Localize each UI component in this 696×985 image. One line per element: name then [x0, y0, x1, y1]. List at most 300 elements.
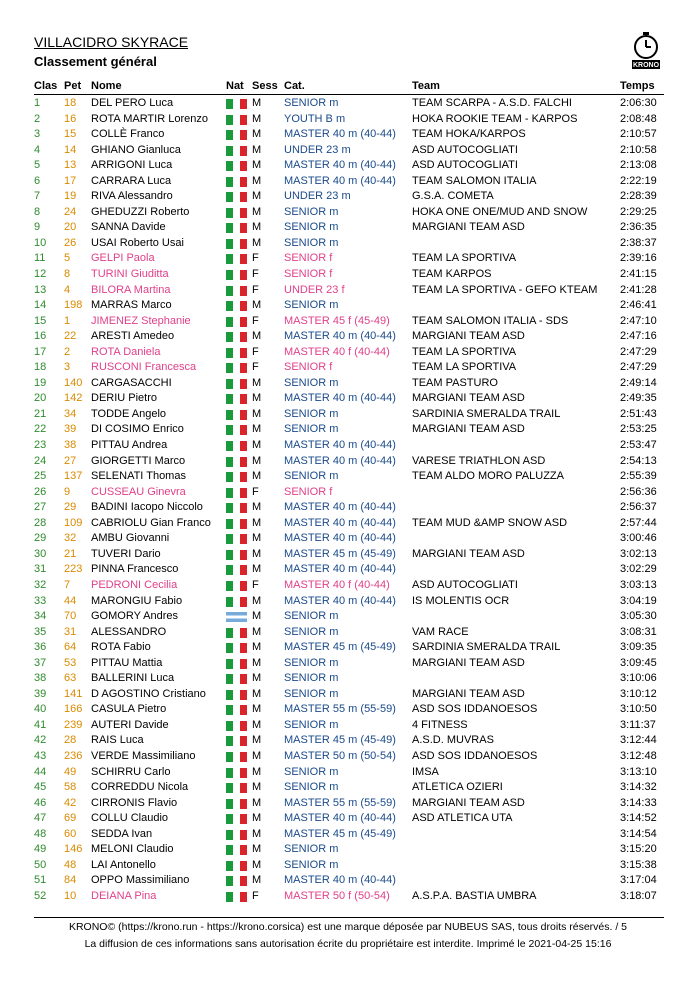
- name-cell: TODDE Angelo: [91, 407, 167, 420]
- bib-cell: 48: [64, 858, 77, 871]
- category-cell: SENIOR m: [284, 221, 339, 234]
- svg-text:KRONO: KRONO: [632, 62, 660, 69]
- category-cell: SENIOR m: [284, 610, 339, 623]
- name-cell: GHIANO Gianluca: [91, 143, 181, 156]
- rank-cell: 31: [34, 563, 47, 576]
- category-cell: MASTER 45 m (45-49): [284, 734, 396, 747]
- team-cell: G.S.A. COMETA: [412, 190, 494, 203]
- flag-italy-icon: [226, 752, 247, 762]
- sex-cell: M: [252, 299, 262, 312]
- bib-cell: 28: [64, 734, 77, 747]
- bib-cell: 63: [64, 672, 77, 685]
- name-cell: CABRIOLU Gian Franco: [91, 516, 211, 529]
- sex-cell: M: [252, 749, 262, 762]
- rank-cell: 26: [34, 485, 47, 498]
- rank-cell: 10: [34, 236, 47, 249]
- table-row: [34, 531, 664, 547]
- time-cell: 2:22:19: [620, 174, 657, 187]
- flag-italy-icon: [226, 565, 247, 575]
- bib-cell: 13: [64, 159, 77, 172]
- name-cell: CUSSEAU Ginevra: [91, 485, 186, 498]
- category-cell: MASTER 40 m (40-44): [284, 594, 396, 607]
- bib-cell: 7: [64, 578, 71, 591]
- sex-cell: M: [252, 812, 262, 825]
- bib-cell: 42: [64, 796, 77, 809]
- rank-cell: 42: [34, 734, 47, 747]
- sex-cell: M: [252, 392, 262, 405]
- team-cell: TEAM SALOMON ITALIA - SDS: [412, 314, 569, 327]
- bib-cell: 8: [64, 268, 71, 281]
- category-cell: UNDER 23 m: [284, 190, 351, 203]
- rank-cell: 23: [34, 439, 47, 452]
- rank-cell: 44: [34, 765, 47, 778]
- category-cell: MASTER 40 m (40-44): [284, 330, 396, 343]
- footer-copyright: KRONO© (https://krono.run - https://krono.corsica) est une marque déposée par NUBEUS SAS, tous droits réservés. / 5: [68, 921, 628, 933]
- name-cell: ALESSANDRO: [91, 625, 167, 638]
- team-cell: ASD AUTOCOGLIATI: [412, 159, 518, 172]
- team-cell: MARGIANI TEAM ASD: [412, 796, 525, 809]
- name-cell: BILORA Martina: [91, 283, 171, 296]
- time-cell: 3:14:52: [620, 812, 657, 825]
- flag-italy-icon: [226, 659, 247, 669]
- time-cell: 2:49:14: [620, 376, 657, 389]
- rank-cell: 16: [34, 330, 47, 343]
- table-row: [34, 780, 664, 796]
- table-row: [34, 547, 664, 563]
- bib-cell: 18: [64, 97, 77, 109]
- team-cell: 4 FITNESS: [412, 718, 468, 731]
- time-cell: 2:55:39: [620, 470, 657, 483]
- time-cell: 2:08:48: [620, 112, 657, 125]
- sex-cell: M: [252, 330, 262, 343]
- table-row: [34, 656, 664, 672]
- name-cell: DERIU Pietro: [91, 392, 158, 405]
- flag-italy-icon: [226, 721, 247, 731]
- bib-cell: 31: [64, 625, 77, 638]
- bib-cell: 69: [64, 812, 77, 825]
- sex-cell: M: [252, 827, 262, 840]
- team-cell: MARGIANI TEAM ASD: [412, 221, 525, 234]
- rank-cell: 24: [34, 454, 47, 467]
- sex-cell: M: [252, 874, 262, 887]
- name-cell: VERDE Massimiliano: [91, 749, 196, 762]
- table-row: [34, 345, 664, 361]
- category-cell: MASTER 55 m (55-59): [284, 796, 396, 809]
- table-row: [34, 469, 664, 485]
- table-row: [34, 236, 664, 252]
- table-row: [34, 842, 664, 858]
- rank-cell: 34: [34, 610, 47, 623]
- name-cell: CIRRONIS Flavio: [91, 796, 178, 809]
- flag-italy-icon: [226, 814, 247, 824]
- name-cell: BADINI Iacopo Niccolo: [91, 501, 203, 514]
- flag-italy-icon: [226, 674, 247, 684]
- time-cell: 2:54:13: [620, 454, 657, 467]
- sex-cell: M: [252, 439, 262, 452]
- time-cell: 3:18:07: [620, 889, 657, 902]
- bib-cell: 5: [64, 252, 71, 265]
- bib-cell: 146: [64, 843, 83, 856]
- rank-cell: 48: [34, 827, 47, 840]
- time-cell: 2:28:39: [620, 190, 657, 203]
- time-cell: 2:06:30: [620, 97, 657, 109]
- flag-italy-icon: [226, 223, 247, 233]
- bib-cell: 84: [64, 874, 77, 887]
- flag-italy-icon: [226, 861, 247, 871]
- rank-cell: 28: [34, 516, 47, 529]
- time-cell: 2:47:29: [620, 345, 657, 358]
- rank-cell: 8: [34, 205, 41, 218]
- bib-cell: 16: [64, 112, 77, 125]
- rank-cell: 13: [34, 283, 47, 296]
- bib-cell: 19: [64, 190, 77, 203]
- sex-cell: M: [252, 407, 262, 420]
- sex-cell: F: [252, 485, 259, 498]
- category-cell: SENIOR m: [284, 205, 339, 218]
- category-cell: MASTER 50 f (50-54): [284, 889, 390, 902]
- category-cell: SENIOR m: [284, 423, 339, 436]
- rank-cell: 43: [34, 749, 47, 762]
- team-cell: TEAM LA SPORTIVA - GEFO KTEAM: [412, 283, 598, 296]
- sex-cell: F: [252, 252, 259, 265]
- time-cell: 3:09:45: [620, 656, 657, 669]
- time-cell: 3:11:37: [620, 718, 656, 731]
- flag-italy-icon: [226, 286, 247, 296]
- rank-cell: 50: [34, 858, 47, 871]
- category-cell: SENIOR f: [284, 252, 333, 265]
- category-cell: SENIOR m: [284, 687, 339, 700]
- name-cell: SEDDA Ivan: [91, 827, 153, 840]
- rank-cell: 27: [34, 501, 47, 514]
- team-cell: TEAM LA SPORTIVA: [412, 252, 517, 265]
- name-cell: CARGASACCHI: [91, 376, 172, 389]
- table-row: [34, 438, 664, 454]
- bib-cell: 109: [64, 516, 83, 529]
- bib-cell: 49: [64, 765, 77, 778]
- table-row: [34, 516, 664, 532]
- name-cell: GOMORY Andres: [91, 610, 179, 623]
- sex-cell: M: [252, 765, 262, 778]
- flag-italy-icon: [226, 519, 247, 529]
- time-cell: 2:10:58: [620, 143, 657, 156]
- category-cell: SENIOR f: [284, 361, 333, 374]
- bib-cell: 2: [64, 345, 71, 358]
- sex-cell: M: [252, 236, 262, 249]
- rank-cell: 32: [34, 578, 47, 591]
- category-cell: SENIOR m: [284, 718, 339, 731]
- team-cell: MARGIANI TEAM ASD: [412, 687, 525, 700]
- time-cell: 2:47:29: [620, 361, 657, 374]
- name-cell: ARRIGONI Luca: [91, 159, 173, 172]
- rank-cell: 36: [34, 641, 47, 654]
- sex-cell: M: [252, 128, 262, 141]
- time-cell: 2:36:35: [620, 221, 657, 234]
- rank-cell: 39: [34, 687, 47, 700]
- krono-logo: [631, 32, 661, 70]
- sex-cell: M: [252, 781, 262, 794]
- time-cell: 3:02:29: [620, 563, 657, 576]
- table-row: [34, 609, 664, 625]
- time-cell: 2:41:15: [620, 268, 657, 281]
- rank-cell: 7: [34, 190, 41, 203]
- rank-cell: 22: [34, 423, 47, 436]
- table-row: [34, 407, 664, 423]
- flag-italy-icon: [226, 363, 247, 373]
- table-row: [34, 687, 664, 703]
- team-cell: VAM RACE: [412, 625, 469, 638]
- flag-italy-icon: [226, 783, 247, 793]
- footer-disclaimer: La diffusion de ces informations sans autorisation écrite du propriétaire est interdite. Imprimé le 2021-04-25 15:16: [84, 938, 612, 950]
- rank-cell: 25: [34, 470, 47, 483]
- table-row: [34, 485, 664, 501]
- flag-italy-icon: [226, 348, 247, 358]
- flag-italy-icon: [226, 845, 247, 855]
- bib-cell: 3: [64, 361, 71, 374]
- sex-cell: M: [252, 718, 262, 731]
- sex-cell: M: [252, 190, 262, 203]
- category-cell: MASTER 40 m (40-44): [284, 174, 396, 187]
- name-cell: CARRARA Luca: [91, 174, 172, 187]
- name-cell: CASULA Pietro: [91, 703, 167, 716]
- table-row: [34, 298, 664, 314]
- bib-cell: 60: [64, 827, 77, 840]
- category-cell: SENIOR m: [284, 97, 339, 109]
- team-cell: TEAM MUD &AMP SNOW ASD: [412, 516, 568, 529]
- time-cell: 2:53:25: [620, 423, 657, 436]
- rank-cell: 15: [34, 314, 47, 327]
- flag-italy-icon: [226, 394, 247, 404]
- name-cell: PITTAU Andrea: [91, 439, 168, 452]
- time-cell: 3:10:50: [620, 703, 657, 716]
- name-cell: JIMENEZ Stephanie: [91, 314, 191, 327]
- time-cell: 2:41:28: [620, 283, 657, 296]
- flag-italy-icon: [226, 332, 247, 342]
- team-cell: MARGIANI TEAM ASD: [412, 330, 525, 343]
- bib-cell: 26: [64, 236, 77, 249]
- team-cell: TEAM KARPOS: [412, 268, 492, 281]
- bib-cell: 10: [64, 889, 77, 902]
- category-cell: UNDER 23 f: [284, 283, 345, 296]
- team-cell: VARESE TRIATHLON ASD: [412, 454, 546, 467]
- table-row: [34, 889, 664, 905]
- flag-italy-icon: [226, 410, 247, 420]
- team-cell: HOKA ONE ONE/MUD AND SNOW: [412, 205, 588, 218]
- sex-cell: M: [252, 594, 262, 607]
- rank-cell: 47: [34, 812, 47, 825]
- category-cell: YOUTH B m: [284, 112, 346, 125]
- name-cell: MARRAS Marco: [91, 299, 172, 312]
- bib-cell: 1: [64, 314, 71, 327]
- flag-italy-icon: [226, 99, 247, 109]
- team-cell: MARGIANI TEAM ASD: [412, 656, 525, 669]
- bib-cell: 17: [64, 174, 77, 187]
- category-cell: SENIOR f: [284, 268, 333, 281]
- rank-cell: 37: [34, 656, 47, 669]
- category-cell: MASTER 50 m (50-54): [284, 749, 396, 762]
- sex-cell: M: [252, 501, 262, 514]
- bib-cell: 15: [64, 128, 77, 141]
- flag-italy-icon: [226, 177, 247, 187]
- category-cell: MASTER 40 f (40-44): [284, 345, 390, 358]
- table-row: [34, 454, 664, 470]
- name-cell: RAIS Luca: [91, 734, 144, 747]
- rank-cell: 49: [34, 843, 47, 856]
- table-row: [34, 314, 664, 330]
- rank-cell: 14: [34, 299, 47, 312]
- time-cell: 3:17:04: [620, 874, 657, 887]
- time-cell: 3:15:20: [620, 843, 657, 856]
- flag-italy-icon: [226, 768, 247, 778]
- rank-cell: 21: [34, 407, 47, 420]
- sex-cell: M: [252, 547, 262, 560]
- name-cell: PINNA Francesco: [91, 563, 179, 576]
- time-cell: 3:08:31: [620, 625, 657, 638]
- name-cell: SELENATI Thomas: [91, 470, 186, 483]
- team-cell: TEAM HOKA/KARPOS: [412, 128, 526, 141]
- rank-cell: 40: [34, 703, 47, 716]
- name-cell: COLLU Claudio: [91, 812, 169, 825]
- time-cell: 3:14:32: [620, 781, 657, 794]
- col-header-pet: Pet: [64, 80, 82, 92]
- bib-cell: 198: [64, 299, 83, 312]
- time-cell: 2:57:44: [620, 516, 657, 529]
- team-cell: IS MOLENTIS OCR: [412, 594, 510, 607]
- time-cell: 3:00:46: [620, 532, 657, 545]
- col-header-sess: Sess: [252, 80, 278, 92]
- rank-cell: 5: [34, 159, 41, 172]
- rank-cell: 9: [34, 221, 41, 234]
- table-row: [34, 578, 664, 594]
- team-cell: MARGIANI TEAM ASD: [412, 423, 525, 436]
- category-cell: SENIOR m: [284, 625, 339, 638]
- category-cell: MASTER 40 m (40-44): [284, 159, 396, 172]
- name-cell: AUTERI Davide: [91, 718, 169, 731]
- page-title: VILLACIDRO SKYRACE: [34, 34, 189, 50]
- sex-cell: M: [252, 516, 262, 529]
- name-cell: DEL PERO Luca: [91, 97, 174, 109]
- rank-cell: 17: [34, 345, 47, 358]
- category-cell: MASTER 40 m (40-44): [284, 812, 396, 825]
- team-cell: ASD AUTOCOGLIATI: [412, 578, 518, 591]
- name-cell: BALLERINI Luca: [91, 672, 175, 685]
- table-row: [34, 702, 664, 718]
- name-cell: D AGOSTINO Cristiano: [91, 687, 206, 700]
- time-cell: 3:04:19: [620, 594, 657, 607]
- sex-cell: F: [252, 268, 259, 281]
- flag-italy-icon: [226, 799, 247, 809]
- name-cell: DEIANA Pina: [91, 889, 157, 902]
- category-cell: MASTER 40 m (40-44): [284, 128, 396, 141]
- rank-cell: 35: [34, 625, 47, 638]
- rank-cell: 29: [34, 532, 47, 545]
- table-row: [34, 174, 664, 190]
- name-cell: PITTAU Mattia: [91, 656, 163, 669]
- flag-italy-icon: [226, 425, 247, 435]
- name-cell: ROTA Fabio: [91, 641, 151, 654]
- rank-cell: 33: [34, 594, 47, 607]
- page-subtitle: Classement général: [34, 54, 157, 69]
- bib-cell: 27: [64, 454, 77, 467]
- category-cell: MASTER 45 f (45-49): [284, 314, 390, 327]
- time-cell: 2:39:16: [620, 252, 657, 265]
- table-row: [34, 811, 664, 827]
- rank-cell: 18: [34, 361, 47, 374]
- table-row: [34, 127, 664, 143]
- rank-cell: 19: [34, 376, 47, 389]
- rank-cell: 1: [34, 97, 41, 109]
- table-row: [34, 158, 664, 174]
- sex-cell: M: [252, 376, 262, 389]
- table-row: [34, 422, 664, 438]
- flag-italy-icon: [226, 146, 247, 156]
- flag-italy-icon: [226, 254, 247, 264]
- name-cell: RUSCONI Francesca: [91, 361, 197, 374]
- bib-cell: 64: [64, 641, 77, 654]
- table-row: [34, 765, 664, 781]
- table-row: [34, 625, 664, 641]
- bib-cell: 38: [64, 439, 77, 452]
- name-cell: TUVERI Dario: [91, 547, 161, 560]
- sex-cell: F: [252, 345, 259, 358]
- rank-cell: 51: [34, 874, 47, 887]
- sex-cell: M: [252, 843, 262, 856]
- rank-cell: 41: [34, 718, 47, 731]
- bib-cell: 20: [64, 221, 77, 234]
- sex-cell: F: [252, 361, 259, 374]
- col-header-nat: Nat: [226, 80, 244, 92]
- table-row: [34, 640, 664, 656]
- table-row: [34, 749, 664, 765]
- rank-cell: 46: [34, 796, 47, 809]
- team-cell: IMSA: [412, 765, 439, 778]
- bib-cell: 44: [64, 594, 77, 607]
- sex-cell: F: [252, 578, 259, 591]
- sex-cell: F: [252, 889, 259, 902]
- bib-cell: 140: [64, 376, 83, 389]
- rank-cell: 11: [34, 252, 46, 265]
- bib-cell: 29: [64, 501, 77, 514]
- team-cell: ASD AUTOCOGLIATI: [412, 143, 518, 156]
- category-cell: SENIOR m: [284, 781, 339, 794]
- flag-italy-icon: [226, 581, 247, 591]
- table-row: [34, 251, 664, 267]
- table-row: [34, 594, 664, 610]
- name-cell: AMBU Giovanni: [91, 532, 170, 545]
- bib-cell: 58: [64, 781, 77, 794]
- sex-cell: M: [252, 159, 262, 172]
- category-cell: MASTER 40 m (40-44): [284, 392, 396, 405]
- name-cell: DI COSIMO Enrico: [91, 423, 184, 436]
- table-row: [34, 267, 664, 283]
- flag-italy-icon: [226, 208, 247, 218]
- category-cell: MASTER 40 m (40-44): [284, 532, 396, 545]
- team-cell: ATLETICA OZIERI: [412, 781, 503, 794]
- team-cell: TEAM ALDO MORO PALUZZA: [412, 470, 564, 483]
- table-row: [34, 733, 664, 749]
- category-cell: MASTER 45 m (45-49): [284, 827, 396, 840]
- time-cell: 3:02:13: [620, 547, 657, 560]
- bib-cell: 141: [64, 687, 83, 700]
- rank-cell: 20: [34, 392, 47, 405]
- sex-cell: M: [252, 734, 262, 747]
- table-row: [34, 220, 664, 236]
- name-cell: GHEDUZZI Roberto: [91, 205, 190, 218]
- time-cell: 3:12:48: [620, 749, 657, 762]
- team-cell: TEAM SCARPA - A.S.D. FALCHI: [412, 97, 572, 109]
- time-cell: 2:49:35: [620, 392, 657, 405]
- rank-cell: 30: [34, 547, 47, 560]
- sex-cell: F: [252, 314, 259, 327]
